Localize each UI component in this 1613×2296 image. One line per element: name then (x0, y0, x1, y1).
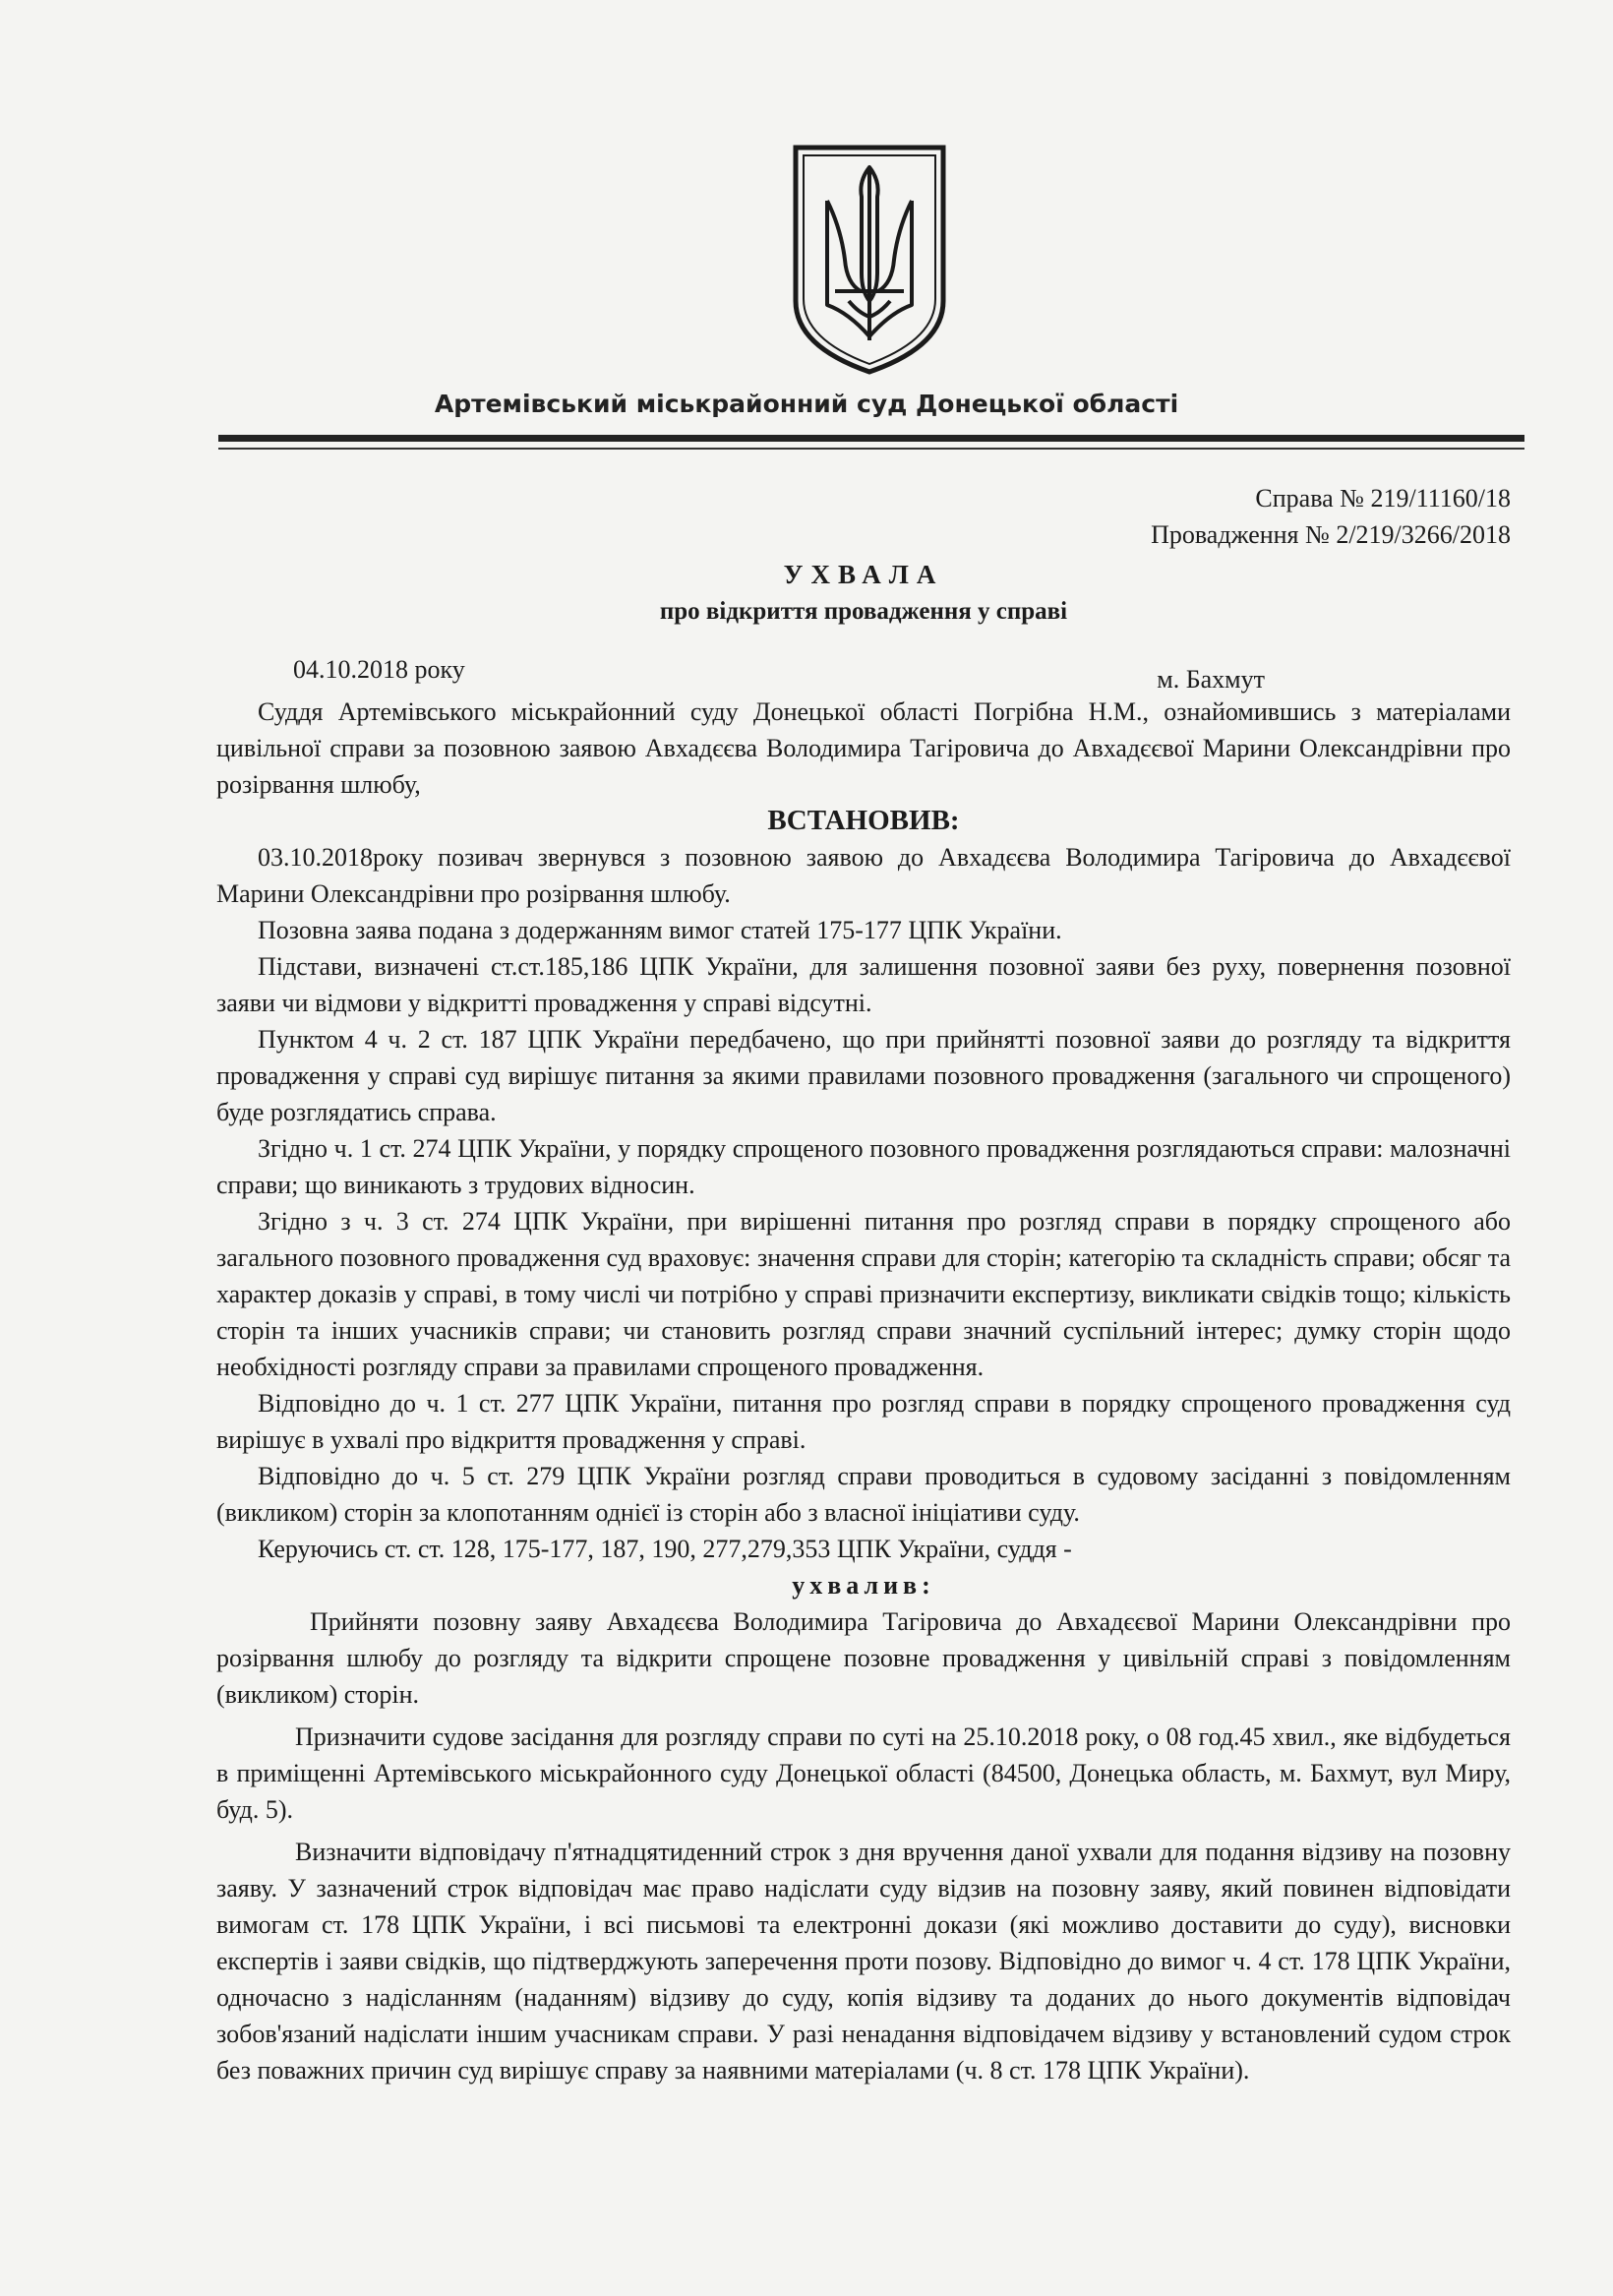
ruled-paragraph: Призначити судове засідання для розгляду справи по суті на 25.10.2018 року, о 08 год.45 хвил., яке відбудеться в приміщенні Артемівського міськрайонного суду Донецької області (84500, Донецька область, м. Бахмут, вул Миру, буд. 5). (216, 1722, 1511, 1824)
established-paragraph: 03.10.2018року позивач звернувся з позовною заявою до Авхадєєва Володимира Тагіровича до Авхадєєвої Марини Олександрівни про розірвання шлюбу. (216, 843, 1511, 908)
case-number: Справа № 219/11160/18 (1255, 484, 1511, 513)
established-paragraph: Згідно з ч. 3 ст. 274 ЦПК України, при вирішенні питання про розгляд справи в порядку спрощеного або загального позовного провадження суд враховує: значення справи для сторін; категорію та складність справи; обсяг та характер доказів у справі, в тому числі чи потрібно у справі призначити експертизу, викликати свідків тощо; кількість сторін та інших учасників справи; чи становить розгляд справи значний суспільний інтерес; думку сторін щодо необхідності розгляду справи за правилами спрощеного провадження. (216, 1207, 1511, 1381)
header-rule-thick (218, 435, 1524, 442)
document-body (216, 480, 1511, 2088)
document-subtitle: про відкриття провадження у справі (659, 598, 1068, 625)
established-paragraph: Керуючись ст. ст. 128, 175-177, 187, 190, 277,279,353 ЦПК України, суддя - (258, 1535, 1072, 1563)
decision-city: м. Бахмут (1157, 665, 1265, 694)
date-city-row (216, 651, 1511, 694)
ruled-paragraph: Визначити відповідачу п'ятнадцятиденний строк з дня вручення даної ухвали для подання відзиву на позовну заяву. У зазначений строк відповідач має право надіслати суду відзив на позовну заяву, який повинен відповідати вимогам ст. 178 ЦПК України, і всі письмові та електронні докази (які можливо доставити до суду), висновки експертів і заяви свідків, що підтверджують заперечення проти позову. Відповідно до вимог ч. 4 ст. 178 ЦПК України, одночасно з надісланням (наданням) відзиву до суду, копія відзиву та доданих до нього документів відповідач зобов'язаний надіслати іншим учасникам справи. У разі ненадання відповідачем відзиву у встановлений судом строк без поважних причин суд вирішує справу за наявними матеріалами (ч. 8 ст. 178 ЦПК України). (216, 1838, 1511, 2085)
proceeding-number: Провадження № 2/219/3266/2018 (1151, 520, 1511, 549)
intro-paragraph: Суддя Артемівського міськрайонний суду Донецької області Погрібна Н.М., ознайомившись з матеріалами цивільної справи за позовною заявою Авхадєєва Володимира Тагіровича до Авхадєєвої Марини Олександрівни про розірвання шлюбу, (216, 697, 1511, 799)
trident-emblem-icon (790, 144, 949, 376)
ruled-paragraph: Прийняти позовну заяву Авхадєєва Володимира Тагіровича до Авхадєєвої Марини Олександрівни про розірвання шлюбу до розгляду та відкрити спрощене позовне провадження у цивільній справі з повідомленням (викликом) сторін. (216, 1607, 1511, 1709)
ruled-heading: ухвалив: (792, 1571, 935, 1600)
established-paragraph: Пунктом 4 ч. 2 ст. 187 ЦПК України передбачено, що при прийнятті позовної заяви до розгляду та відкриття провадження у справі суд вирішує питання за якими правилами позовного провадження (загального чи спрощеного) буде розглядатись справа. (216, 1025, 1511, 1126)
established-heading: ВСТАНОВИВ: (767, 805, 960, 836)
document-title: УХВАЛА (783, 560, 944, 589)
decision-date: 04.10.2018 року (293, 655, 465, 684)
established-paragraph: Підстави, визначені ст.ст.185,186 ЦПК України, для залишення позовної заяви без руху, повернення позовної заяви чи відмови у відкритті провадження у справі відсутні. (216, 952, 1511, 1017)
established-paragraph: Згідно ч. 1 ст. 274 ЦПК України, у порядку спрощеного позовного провадження розглядаються справи: малозначні справи; що виникають з трудових відносин. (216, 1134, 1511, 1199)
established-paragraph: Позовна заява подана з додержанням вимог статей 175-177 ЦПК України. (258, 916, 1062, 944)
established-paragraph: Відповідно до ч. 1 ст. 277 ЦПК України, питання про розгляд справи в порядку спрощеного провадження суд вирішує в ухвалі про відкриття провадження у справі. (216, 1389, 1511, 1454)
court-name: Артемівський міськрайонний суд Донецької області (434, 390, 1179, 418)
established-paragraph: Відповідно до ч. 5 ст. 279 ЦПК України розгляд справи проводиться в судовому засіданні з повідомленням (викликом) сторін за клопотанням однієї із сторін або з власної ініціативи суду. (216, 1462, 1511, 1527)
header-rule-thin (218, 448, 1524, 450)
